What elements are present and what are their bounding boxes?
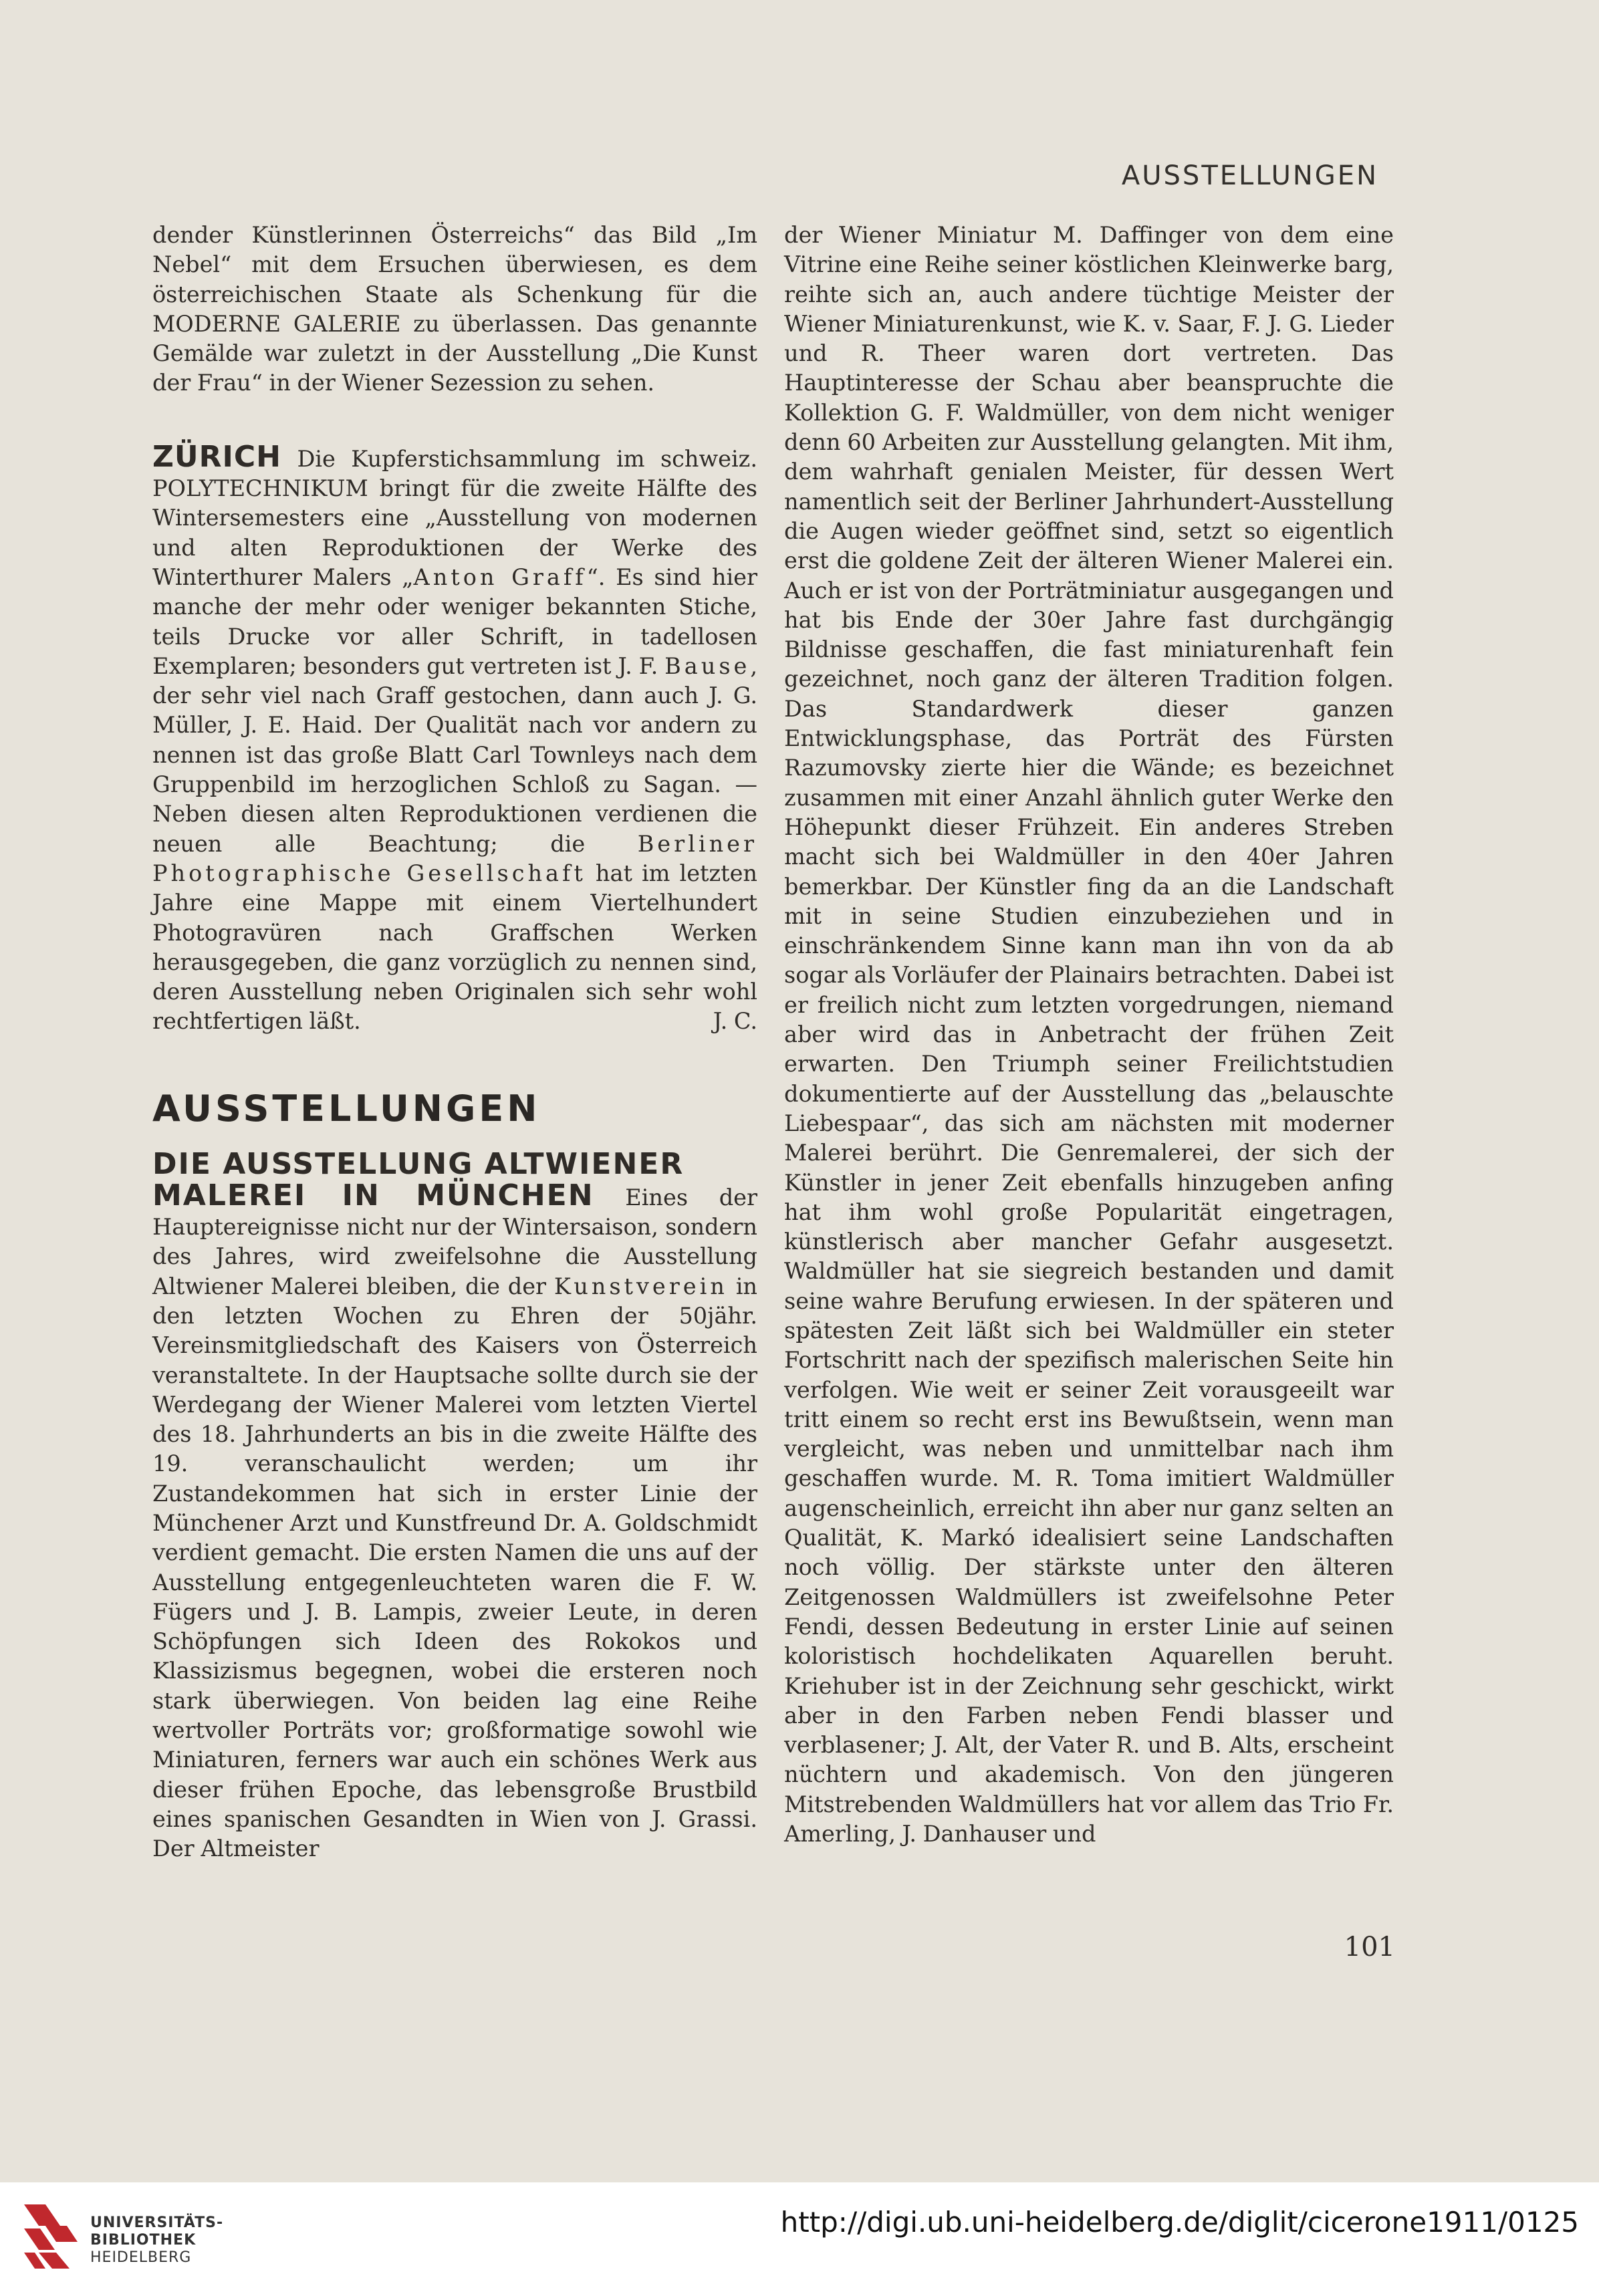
- article-text-2: in den letzten Wochen zu Ehren der 50jähr. Vereinsmitgliedschaft des Kaisers von Österreich veranstaltete. In der Hauptsache sollte durch sie der Werdegang der Wiener Malerei vom letzten Viertel des 18. Jahrhunderts an bis in die zweite Hälfte des 19. veranschaulicht werden; um ihr Zustandekommen hat sich in erster Linie der Münchener Arzt und Kunstfreund Dr. A. Goldschmidt verdient gemacht. Die ersten Namen die uns auf der Ausstellung entgegenleuchteten waren die F. W. Fügers und J. B. Lampis, zweier Leute, in deren Schöpfungen sich Ideen des Rokokos und Klassizismus begegnen, wobei die ersteren noch stark überwiegen. Von beiden lag eine Reihe wertvoller Porträts vor; großformatige sowohl wie Miniaturen, ferners war auch ein schönes Werk aus dieser frühen Epoche, das lebensgroße Brustbild eines spanischen Gesandten in Wien von J. Grassi. Der Altmeister: [152, 1273, 758, 1862]
- paragraph-zurich: ZÜRICH Die Kupferstichsammlung im schweiz. POLYTECHNIKUM bringt für die zweite Hälfte des Wintersemesters eine „Ausstellung von modernen und alten Reproduktionen der Werke des Winterthurer Malers „Anton Graff“. Es sind hier manche der mehr oder weniger bekannten Stiche, teils Drucke vor aller Schrift, in tadellosen Exemplaren; besonders gut vertreten ist J. F. Bause, der sehr viel nach Graff gestochen, dann auch J. G. Müller, J. E. Haid. Der Qualität nach vor andern zu nennen ist das große Blatt Carl Townleys nach dem Gruppenbild im herzoglichen Schloß zu Sagan. — Neben diesen alten Reproduktionen verdienen die neuen alle Beachtung; die Berliner Photographische Gesellschaft hat im letzten Jahre eine Mappe mit einem Viertelhundert Photogravüren nach Graffschen Werken herausgegeben, die ganz vorzüglich zu nennen sind, deren Ausstellung neben Originalen sich sehr wohl rechtfertigen läßt. J. C.: [152, 442, 757, 1037]
- zurich-name-graff: Anton Graff: [413, 563, 587, 590]
- article-name-kunstverein: Kunstverein: [554, 1273, 728, 1299]
- running-head: AUSSTELLUNGEN: [1121, 160, 1378, 191]
- page-number: 101: [1344, 1932, 1395, 1962]
- zurich-text-3: , der sehr viel nach Graff gestochen, dann auch J. G. Müller, J. E. Haid. Der Qualität nach vor andern zu nennen ist das große Blatt Carl Townleys nach dem Gruppenbild im herzoglichen Schloß zu Sagan. — Neben diesen alten Reproduktionen verdienen die neuen alle Beachtung; die: [152, 652, 757, 857]
- article-text-1: Eines der Hauptereignisse nicht nur der Wintersaison, sondern des Jahres, wird zweifelsohne die Ausstellung Altwiener Malerei bleiben, die der: [152, 1184, 758, 1299]
- footer-bar: [0, 2182, 1599, 2296]
- library-name-line1: UNIVERSITÄTS-: [90, 2214, 224, 2231]
- zurich-text-2: “. Es sind hier manche der mehr oder weniger bekannten Stiche, teils Drucke vor aller Schrift, in tadellosen Exemplaren; besonders gut vertreten ist J. F.: [152, 563, 757, 679]
- zurich-name-gesellschaft: Berliner Photographische Gesellschaft: [152, 830, 757, 886]
- section-heading: AUSSTELLUNGEN: [152, 1087, 541, 1130]
- paragraph-right: der Wiener Miniatur M. Daffinger von dem eine Vitrine eine Reihe seiner köstlichen Kleinwerke barg, reihte sich an, auch andere tüchtige Meister der Wiener Miniaturenkunst, wie K. v. Saar, F. J. G. Lieder und R. Theer waren dort vertreten. Das Hauptinteresse der Schau aber beanspruchte die Kollektion G. F. Waldmüller, von dem nicht weniger denn 60 Arbeiten zur Ausstellung gelangten. Mit ihm, dem wahrhaft genialen Meister, für dessen Wert namentlich seit der Berliner Jahrhundert-Ausstellung die Augen wieder geöffnet sind, setzt so eigentlich erst die goldene Zeit der älteren Wiener Malerei ein. Auch er ist von der Porträtminiatur ausgegangen und hat bis Ende der 30er Jahre fast durchgängig Bildnisse geschaffen, die fast miniaturenhaft fein gezeichnet, noch ganz der älteren Tradition folgen. Das Standardwerk dieser ganzen Entwicklungsphase, das Porträt des Fürsten Razumovsky zierte hier die Wände; es bezeichnet zusammen mit einer Anzahl ähnlich guter Werke den Höhepunkt dieser Frühzeit. Ein anderes Streben macht sich bei Waldmüller in den 40er Jahren bemerkbar. Der Künstler fing da an die Landschaft mit in seine Studien einzubeziehen und in einschränkendem Sinne kann man ihn von da ab sogar als Vorläufer der Plainairs betrachten. Dabei ist er freilich nicht zum letzten vorgedrungen, niemand aber wird das in Anbetracht der frühen Zeit erwarten. Den Triumph seiner Freilichtstudien dokumentierte auf der Ausstellung das „belauschte Liebespaar“, das sich am nächsten mit moderner Malerei berührt. Die Genremalerei, der sich der Künstler in jener Zeit ebenfalls hinzugeben anfing hat ihm wohl große Popularität eingetragen, künstlerisch aber mancher Gefahr ausgesetzt. Waldmüller hat sie siegreich bestanden und damit seine wahre Berufung erwiesen. In der späteren und spätesten Zeit läßt sich bei Waldmüller ein steter Fortschritt nach der spezifisch malerischen Seite hin verfolgen. Wie weit er seiner Zeit vorausgeeilt war tritt einem so recht erst ins Bewußtsein, wenn man vergleicht, was neben und unmittelbar nach ihm geschaffen wurde. M. R. Toma imitiert Waldmüller augenscheinlich, erreicht ihn aber nur ganz selten an Qualität, K. Markó idealisiert seine Landschaften noch völlig. Der stärkste unter den älteren Zeitgenossen Waldmüllers ist zweifelsohne Peter Fendi, dessen Bedeutung in erster Linie auf seinen koloristisch hochdelikaten Aquarellen beruht. Kriehuber ist in der Zeichnung sehr geschickt, wirkt aber in den Farben neben Fendi blasser und verblasener; J. Alt, der Vater R. und B. Alts, erscheint nüchtern und akademisch. Von den jüngeren Mitstrebenden Waldmüllers hat vor allem das Trio Fr. Amerling, J. Danhauser und: [784, 222, 1394, 1847]
- paragraph-article: [152, 1178, 758, 1864]
- article-heading-line2: MALEREI IN MÜNCHEN: [152, 1178, 594, 1213]
- library-name-line3: HEIDELBERG: [90, 2249, 192, 2266]
- library-name-line2: BIBLIOTHEK: [90, 2232, 197, 2249]
- right-column: [784, 221, 1394, 1849]
- library-logo-icon: [19, 2199, 80, 2273]
- article-heading-line1: DIE AUSSTELLUNG ALTWIENER: [152, 1146, 685, 1181]
- zurich-name-bause: Bause: [664, 652, 751, 679]
- source-url-link[interactable]: http://digi.ub.uni-heidelberg.de/diglit/cicerone1911/0125: [780, 2206, 1579, 2239]
- left-column: [152, 221, 757, 1864]
- city-heading-zurich: ZÜRICH: [152, 439, 281, 474]
- paragraph-intro: dender Künstlerinnen Österreichs“ das Bild „Im Nebel“ mit dem Ersuchen überwiesen, es dem österreichischen Staate als Schenkung für die MODERNE GALERIE zu überlassen. Das genannte Gemälde war zuletzt in der Ausstellung „Die Kunst der Frau“ in der Wiener Sezession zu sehen.: [152, 222, 757, 396]
- library-name: [90, 2214, 223, 2267]
- author-signature: J. C.: [713, 1008, 757, 1035]
- zurich-text-4: hat im letzten Jahre eine Mappe mit einem Viertelhundert Photogravüren nach Graffschen Werken herausgegeben, die ganz vorzüglich zu nennen sind, deren Ausstellung neben Originalen sich sehr wohl rechtfertigen läßt.: [152, 860, 757, 1035]
- zurich-text-1: Die Kupferstichsammlung im schweiz. POLYTECHNIKUM bringt für die zweite Hälfte des Wintersemesters eine „Ausstellung von modernen und alten Reproduktionen der Werke des Winterthurer Malers: [152, 445, 757, 590]
